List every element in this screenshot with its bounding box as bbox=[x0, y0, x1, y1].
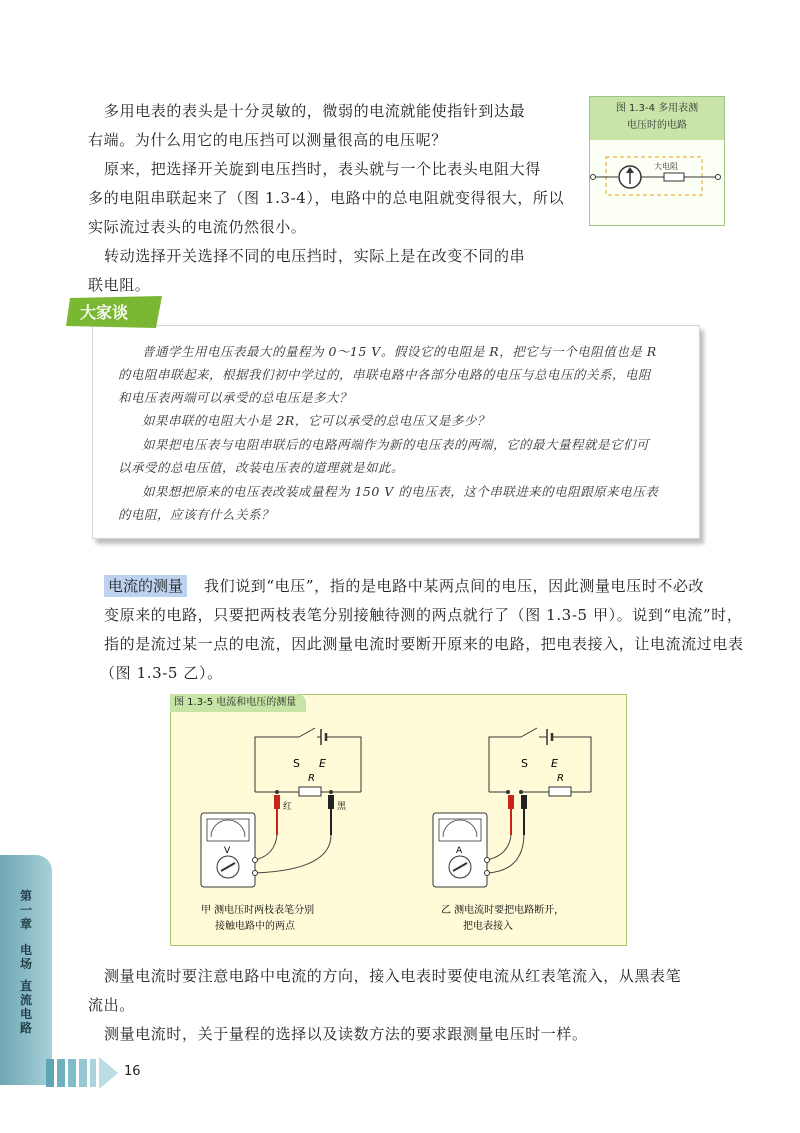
left-caption-line: 甲 测电压时两枝表笔分别 bbox=[201, 905, 315, 916]
closing-line: 流出。 bbox=[88, 996, 135, 1014]
discussion-line: 以承受的总电压值，改装电压表的道理就是如此。 bbox=[118, 460, 405, 475]
black-probe-icon bbox=[328, 795, 334, 835]
discussion-tag bbox=[66, 294, 162, 330]
right-caption-line: 把电表接入 bbox=[463, 921, 513, 932]
discussion-line: 如果串联的电阻大小是 2R，它可以承受的总电压又是多少？ bbox=[142, 413, 490, 428]
discussion-line: 如果把电压表与电阻串联后的电路两端作为新的电压表的两端，它的最大量程就是它们可 bbox=[142, 437, 650, 452]
section-line: 我们说到“电压”，指的是电路中某两点间的电压，因此测量电压时不必改 bbox=[204, 577, 705, 595]
red-probe-icon bbox=[274, 795, 280, 835]
discussion-line: 普通学生用电压表最大的量程为 0～15 V。假设它的电阻是 R，把它与一个电阻值也是 R bbox=[142, 344, 657, 359]
galvanometer-icon bbox=[619, 166, 641, 188]
intro-line: 原来，把选择开关旋到电压挡时，表头就与一个比表头电阻大得 bbox=[104, 160, 541, 178]
voltage-circuit bbox=[201, 728, 361, 932]
chapter-title: 电场 bbox=[19, 943, 32, 971]
meter-label: A bbox=[456, 846, 463, 856]
figure-caption: 图 1.3-5 电流和电压的测量 bbox=[170, 694, 306, 712]
section-line: 指的是流过某一点的电流，因此测量电流时要断开原来的电路，把电表接入，让电流流过电表 bbox=[104, 635, 744, 653]
red-probe-label: 红 bbox=[283, 802, 293, 812]
resistor-icon bbox=[549, 787, 571, 796]
resistor-icon bbox=[664, 173, 684, 181]
intro-line: 右端。为什么用它的电压挡可以测量很高的电压呢？ bbox=[88, 131, 447, 149]
left-caption-line: 接触电路中的两点 bbox=[215, 921, 295, 932]
switch-label: S bbox=[293, 757, 300, 770]
page-number: 16 bbox=[124, 1064, 141, 1079]
figure-1-3-5 bbox=[170, 694, 627, 946]
section-line: 变原来的电路，只要把两枝表笔分别接触待测的两点就行了（图 1.3-5 甲）。说到“电流”时， bbox=[104, 606, 743, 624]
intro-line: 转动选择开关选择不同的电压挡时，实际上是在改变不同的串 bbox=[104, 247, 526, 265]
chapter-title: 直流电路 bbox=[19, 979, 32, 1035]
meter-label: V bbox=[224, 846, 231, 856]
figure-caption-line: 电压时的电路 bbox=[627, 120, 687, 131]
resistor-label: R bbox=[557, 773, 564, 784]
current-circuit bbox=[433, 728, 591, 932]
discussion-line: 和电压表两端可以承受的总电压是多大？ bbox=[118, 390, 353, 405]
measurement-diagram bbox=[171, 695, 626, 945]
discussion-line: 的电阻串联起来，根据我们初中学过的，串联电路中各部分电路的电压与总电压的关系，电阻 bbox=[118, 367, 652, 382]
section-heading: 电流的测量 bbox=[104, 575, 187, 597]
red-probe-icon bbox=[508, 795, 514, 835]
emf-label: E bbox=[551, 757, 558, 770]
switch-icon bbox=[299, 728, 315, 737]
resistor-label: 大电阻 bbox=[654, 162, 678, 171]
figure-1-3-4 bbox=[589, 96, 725, 226]
closing-line: 测量电流时，关于量程的选择以及读数方法的要求跟测量电压时一样。 bbox=[104, 1025, 588, 1043]
emf-label: E bbox=[319, 757, 326, 770]
switch-icon bbox=[521, 728, 537, 737]
switch-label: S bbox=[521, 757, 528, 770]
resistor-icon bbox=[299, 787, 321, 796]
intro-line: 实际流过表头的电流仍然很小。 bbox=[88, 218, 307, 236]
resistor-label: R bbox=[308, 773, 315, 784]
intro-line: 联电阻。 bbox=[88, 276, 151, 294]
figure-caption bbox=[590, 97, 724, 140]
discussion-tag-label: 大家谈 bbox=[80, 303, 129, 322]
black-probe-icon bbox=[521, 795, 527, 835]
figure-caption-line: 图 1.3-4 多用表测 bbox=[615, 103, 699, 114]
voltmeter-circuit-diagram bbox=[590, 139, 724, 225]
arrow-right-icon bbox=[99, 1057, 118, 1089]
section-line: （图 1.3-5 乙）。 bbox=[100, 664, 223, 682]
right-caption-line: 乙 测电流时要把电路断开， bbox=[441, 905, 565, 916]
discussion-line: 如果想把原来的电压表改装成量程为 150 V 的电压表，这个串联进来的电阻跟原来电压表 bbox=[142, 484, 659, 499]
chapter-label: 第一章 bbox=[19, 889, 32, 931]
closing-line: 测量电流时要注意电路中电流的方向，接入电表时要使电流从红表笔流入，从黑表笔 bbox=[104, 967, 682, 985]
black-probe-label: 黑 bbox=[337, 802, 347, 812]
discussion-line: 的电阻，应该有什么关系？ bbox=[118, 507, 275, 522]
page-arrow-decoration bbox=[46, 1055, 122, 1091]
intro-line: 多的电阻串联起来了（图 1.3-4），电路中的总电阻就变得很大，所以 bbox=[88, 189, 565, 207]
intro-line: 多用电表的表头是十分灵敏的，微弱的电流就能使指针到达最 bbox=[104, 102, 526, 120]
chapter-side-tab bbox=[0, 855, 52, 1085]
